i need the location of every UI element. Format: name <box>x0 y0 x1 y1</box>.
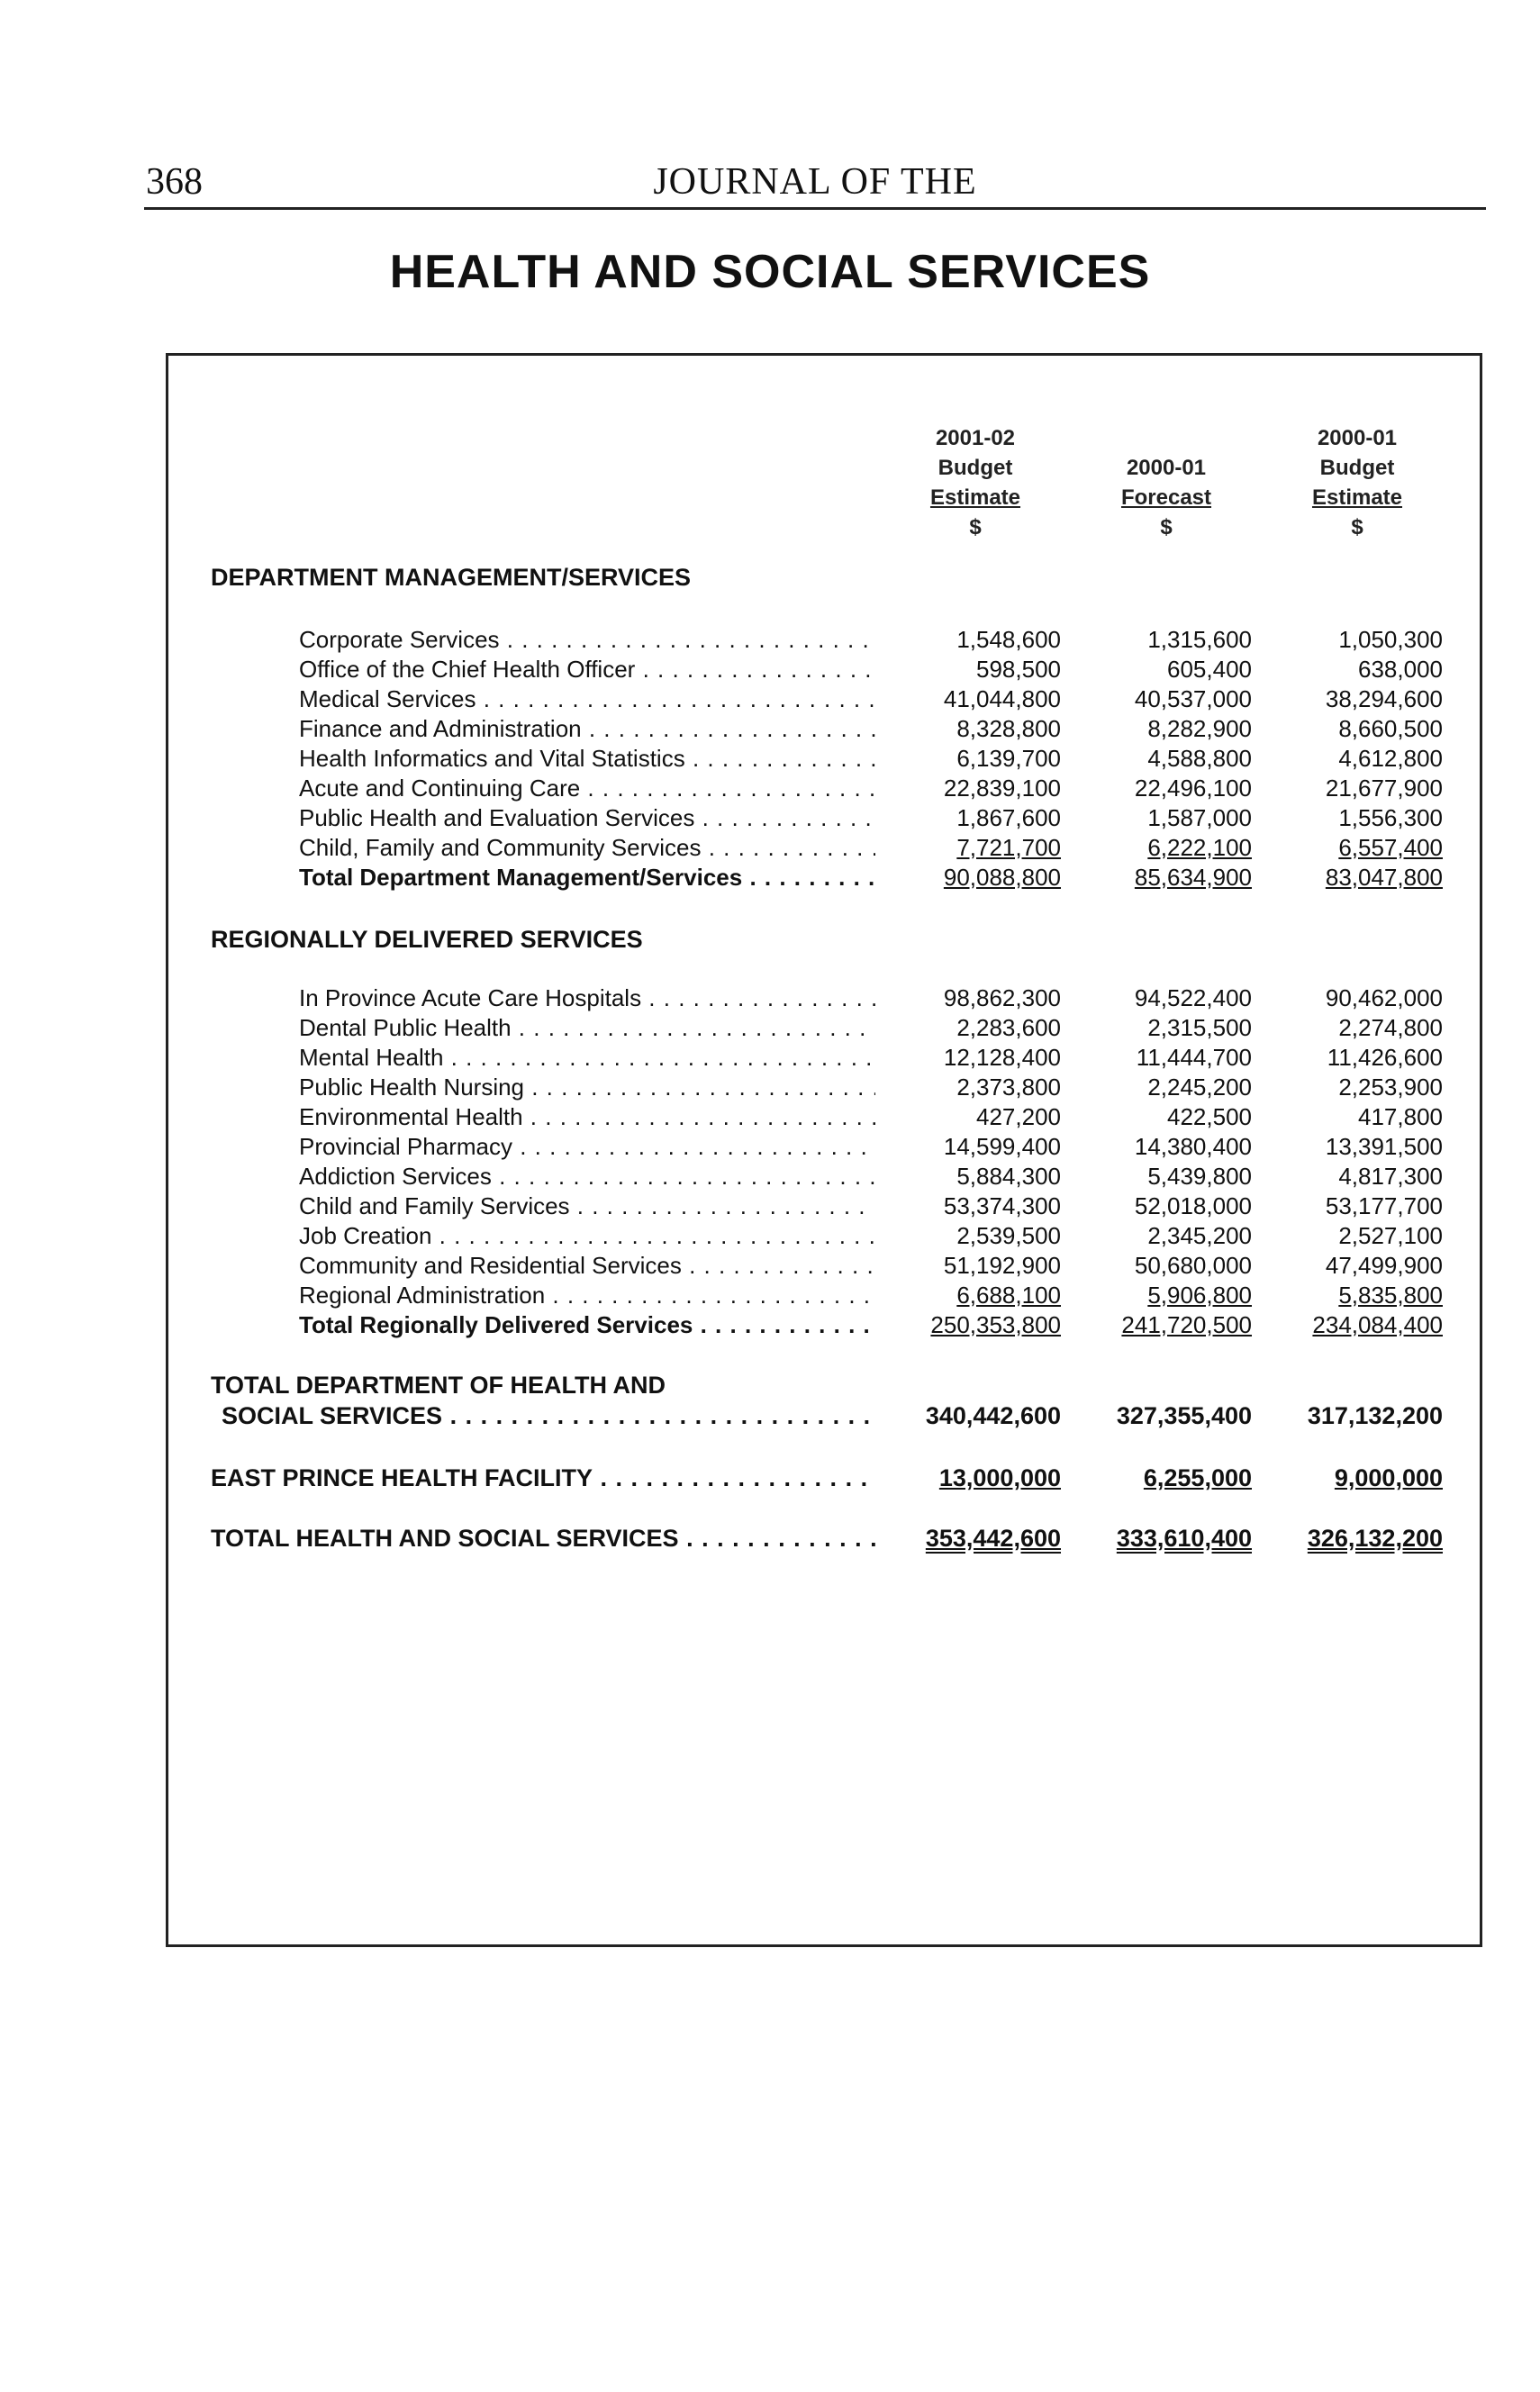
table-row <box>0 1073 1540 1102</box>
row-label: Child, Family and Community Services . . . <box>299 833 875 863</box>
value-2001-02-estimate: 7,721,700 <box>956 834 1061 861</box>
value-2000-01-estimate: 9,000,000 <box>1334 1464 1443 1491</box>
value-2000-01-estimate: 5,835,800 <box>1338 1282 1443 1309</box>
value-2001-02-estimate: 98,862,300 <box>943 984 1061 1011</box>
column-header-unit: $ <box>1351 515 1363 539</box>
table-row <box>0 1281 1540 1310</box>
value-2000-01-forecast: 333,610,400 <box>1116 1525 1252 1552</box>
row-label: Corporate Services . . . <box>299 625 875 655</box>
table-row <box>0 1251 1540 1281</box>
column-header-line: Forecast <box>1120 485 1212 510</box>
value-2000-01-forecast: 5,906,800 <box>1147 1282 1252 1309</box>
value-2000-01-estimate: 2,274,800 <box>1338 1014 1443 1041</box>
value-2000-01-estimate: 317,132,200 <box>1307 1402 1443 1429</box>
row-label: SOCIAL SERVICES . . . <box>222 1401 875 1431</box>
value-2000-01-forecast: 5,439,800 <box>1147 1163 1252 1190</box>
row-label: Office of the Chief Health Officer . . . <box>299 655 875 684</box>
value-2000-01-estimate: 6,557,400 <box>1338 834 1443 861</box>
value-2000-01-forecast: 40,537,000 <box>1134 685 1252 712</box>
table-row <box>0 1221 1540 1251</box>
value-2001-02-estimate: 13,000,000 <box>938 1464 1061 1491</box>
column-header-line: 2000-01 <box>1317 426 1398 450</box>
table-row <box>0 1043 1540 1073</box>
row-label: Addiction Services . . . <box>299 1162 875 1191</box>
table-row <box>0 1162 1540 1191</box>
subtotal-row-department <box>0 863 1540 892</box>
running-head <box>144 162 1486 210</box>
section-title-department: DEPARTMENT MANAGEMENT/SERVICES <box>211 564 692 591</box>
row-label: Finance and Administration . . . <box>299 714 875 744</box>
value-2000-01-estimate: 21,677,900 <box>1325 775 1443 802</box>
table-row <box>0 774 1540 803</box>
column-header-unit: $ <box>1160 515 1173 539</box>
row-label: Community and Residential Services . . . <box>299 1251 875 1281</box>
table-row <box>0 1013 1540 1043</box>
row-label: Health Informatics and Vital Statistics . . . <box>299 744 875 774</box>
row-label: Public Health and Evaluation Services . . . <box>299 803 875 833</box>
value-2000-01-estimate: 38,294,600 <box>1325 685 1443 712</box>
row-label: TOTAL HEALTH AND SOCIAL SERVICES . . . <box>211 1524 875 1554</box>
total-department-row <box>0 1401 1540 1431</box>
row-label: Medical Services . . . <box>299 684 875 714</box>
value-2001-02-estimate: 1,867,600 <box>956 804 1061 831</box>
value-2000-01-estimate: 638,000 <box>1358 656 1443 683</box>
value-2000-01-forecast: 327,355,400 <box>1116 1402 1252 1429</box>
value-2001-02-estimate: 8,328,800 <box>956 715 1061 742</box>
row-label: Provincial Pharmacy . . . <box>299 1132 875 1162</box>
value-2000-01-estimate: 1,050,300 <box>1338 626 1443 653</box>
table-row <box>0 833 1540 863</box>
column-header-forecast-2000-01 <box>1063 423 1270 542</box>
value-2001-02-estimate: 353,442,600 <box>925 1525 1061 1552</box>
value-2000-01-forecast: 2,345,200 <box>1147 1222 1252 1249</box>
value-2000-01-forecast: 4,588,800 <box>1147 745 1252 772</box>
value-2001-02-estimate: 6,688,100 <box>956 1282 1061 1309</box>
value-2000-01-forecast: 2,315,500 <box>1147 1014 1252 1041</box>
value-2001-02-estimate: 53,374,300 <box>943 1192 1061 1219</box>
value-2000-01-estimate: 47,499,900 <box>1325 1252 1443 1279</box>
value-2000-01-forecast: 6,255,000 <box>1143 1464 1252 1491</box>
value-2001-02-estimate: 12,128,400 <box>943 1044 1061 1071</box>
row-label: Regional Administration . . . <box>299 1281 875 1310</box>
value-2000-01-estimate: 326,132,200 <box>1307 1525 1443 1552</box>
value-2000-01-estimate: 13,391,500 <box>1325 1133 1443 1160</box>
value-2000-01-forecast: 11,444,700 <box>1136 1044 1252 1071</box>
value-2000-01-estimate: 90,462,000 <box>1325 984 1443 1011</box>
row-label: Public Health Nursing . . . <box>299 1073 875 1102</box>
value-2001-02-estimate: 22,839,100 <box>943 775 1061 802</box>
value-2000-01-forecast: 94,522,400 <box>1134 984 1252 1011</box>
value-2000-01-forecast: 241,720,500 <box>1121 1311 1252 1338</box>
value-2001-02-estimate: 6,139,700 <box>956 745 1061 772</box>
value-2000-01-forecast: 52,018,000 <box>1134 1192 1252 1219</box>
subtotal-row-regional <box>0 1310 1540 1340</box>
value-2001-02-estimate: 41,044,800 <box>943 685 1061 712</box>
value-2001-02-estimate: 250,353,800 <box>930 1311 1061 1338</box>
value-2001-02-estimate: 2,283,600 <box>956 1014 1061 1041</box>
page-number: 368 <box>146 161 203 203</box>
value-2001-02-estimate: 340,442,600 <box>925 1402 1061 1429</box>
value-2000-01-estimate: 2,253,900 <box>1338 1074 1443 1101</box>
value-2000-01-forecast: 1,587,000 <box>1147 804 1252 831</box>
column-header-line: 2000-01 <box>1126 456 1207 480</box>
value-2000-01-forecast: 422,500 <box>1167 1103 1252 1130</box>
table-row <box>0 684 1540 714</box>
column-header-line: 2001-02 <box>935 426 1016 450</box>
value-2001-02-estimate: 598,500 <box>976 656 1061 683</box>
value-2000-01-estimate: 8,660,500 <box>1338 715 1443 742</box>
value-2000-01-estimate: 4,612,800 <box>1338 745 1443 772</box>
row-label: Child and Family Services . . . <box>299 1191 875 1221</box>
value-2001-02-estimate: 427,200 <box>976 1103 1061 1130</box>
table-row <box>0 983 1540 1013</box>
value-2001-02-estimate: 2,539,500 <box>956 1222 1061 1249</box>
value-2000-01-forecast: 605,400 <box>1167 656 1252 683</box>
table-row <box>0 1102 1540 1132</box>
value-2000-01-forecast: 14,380,400 <box>1134 1133 1252 1160</box>
table-row <box>0 625 1540 655</box>
table-row <box>0 744 1540 774</box>
table-row <box>0 803 1540 833</box>
value-2000-01-estimate: 11,426,600 <box>1327 1044 1443 1071</box>
value-2000-01-estimate: 4,817,300 <box>1338 1163 1443 1190</box>
value-2001-02-estimate: 14,599,400 <box>943 1133 1061 1160</box>
table-row <box>0 714 1540 744</box>
column-header-line: Estimate <box>929 485 1021 510</box>
column-header-budget-estimate-2001-02 <box>872 423 1079 542</box>
row-label: Environmental Health . . . <box>299 1102 875 1132</box>
column-header-line: Estimate <box>1311 485 1403 510</box>
table-row <box>0 655 1540 684</box>
row-label: In Province Acute Care Hospitals . . . <box>299 983 875 1013</box>
value-2000-01-forecast: 50,680,000 <box>1134 1252 1252 1279</box>
column-header-line: Budget <box>938 456 1013 480</box>
row-label: Total Regionally Delivered Services . . . <box>299 1310 875 1340</box>
section-title-regional: REGIONALLY DELIVERED SERVICES <box>211 926 643 953</box>
east-prince-row <box>0 1463 1540 1493</box>
value-2000-01-estimate: 53,177,700 <box>1325 1192 1443 1219</box>
total-department-label-line1: TOTAL DEPARTMENT OF HEALTH AND <box>211 1372 666 1399</box>
journal-title: JOURNAL OF THE <box>653 161 977 203</box>
column-header-line <box>1063 423 1270 453</box>
row-label: Mental Health . . . <box>299 1043 875 1073</box>
column-header-unit: $ <box>969 515 982 539</box>
value-2000-01-estimate: 417,800 <box>1358 1103 1443 1130</box>
row-label: Acute and Continuing Care . . . <box>299 774 875 803</box>
value-2001-02-estimate: 2,373,800 <box>956 1074 1061 1101</box>
value-2000-01-forecast: 2,245,200 <box>1147 1074 1252 1101</box>
value-2001-02-estimate: 1,548,600 <box>956 626 1061 653</box>
row-label: Dental Public Health . . . <box>299 1013 875 1043</box>
grand-total-row <box>0 1524 1540 1554</box>
value-2000-01-estimate: 234,084,400 <box>1312 1311 1443 1338</box>
value-2000-01-forecast: 85,634,900 <box>1134 864 1252 891</box>
value-2001-02-estimate: 51,192,900 <box>943 1252 1061 1279</box>
table-row <box>0 1191 1540 1221</box>
row-label: Total Department Management/Services . . . <box>299 863 875 892</box>
value-2000-01-estimate: 1,556,300 <box>1338 804 1443 831</box>
value-2001-02-estimate: 5,884,300 <box>956 1163 1061 1190</box>
value-2001-02-estimate: 90,088,800 <box>943 864 1061 891</box>
table-row <box>0 1132 1540 1162</box>
row-label: EAST PRINCE HEALTH FACILITY . . . <box>211 1463 875 1493</box>
value-2000-01-forecast: 1,315,600 <box>1147 626 1252 653</box>
column-header-budget-estimate-2000-01 <box>1254 423 1461 542</box>
page-heading: HEALTH AND SOCIAL SERVICES <box>389 246 1151 298</box>
value-2000-01-forecast: 6,222,100 <box>1147 834 1252 861</box>
value-2000-01-forecast: 22,496,100 <box>1134 775 1252 802</box>
value-2000-01-estimate: 2,527,100 <box>1338 1222 1443 1249</box>
value-2000-01-estimate: 83,047,800 <box>1325 864 1443 891</box>
column-header-line: Budget <box>1319 456 1395 480</box>
value-2000-01-forecast: 8,282,900 <box>1147 715 1252 742</box>
row-label: Job Creation . . . <box>299 1221 875 1251</box>
